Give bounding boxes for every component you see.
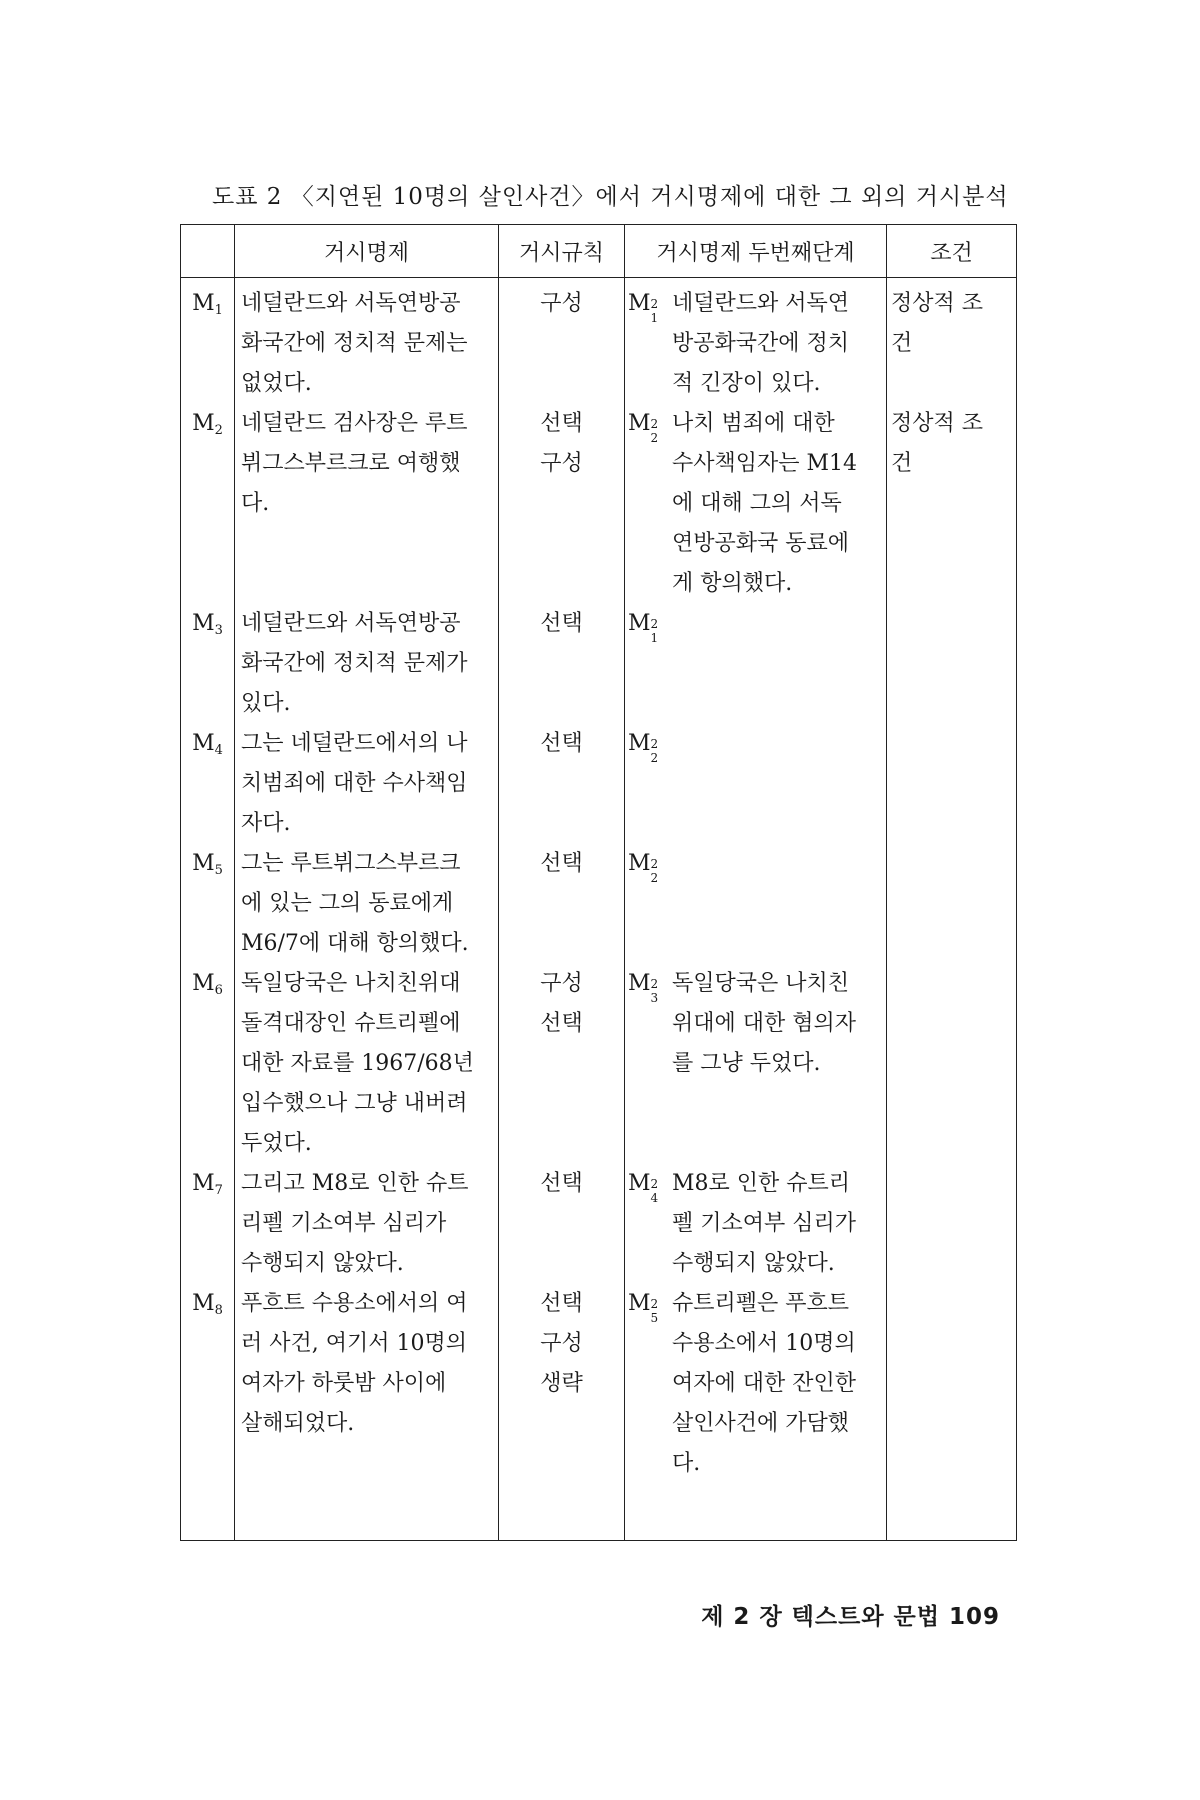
macro-analysis-table [180, 224, 1017, 1541]
second-stage-label [625, 1164, 672, 1284]
table-caption: 도표 2 〈지연된 10명의 살인사건〉에서 거시명제에 대한 그 외의 거시분석 [212, 184, 1009, 210]
condition-cell [887, 844, 1017, 964]
second-stage-line: 적 긴장이 있다. [672, 371, 821, 396]
second-stage-wrap [625, 844, 886, 884]
table-row [181, 844, 1017, 964]
row-label [181, 1164, 235, 1284]
table-row [181, 964, 1017, 1164]
header-proposition: 거시명제 [235, 225, 499, 278]
second-stage-cell [625, 724, 887, 844]
second-stage-line: 수사책임자는 M14 [672, 451, 858, 476]
second-stage-wrap [625, 404, 886, 604]
row-label-sub: 4 [214, 743, 223, 758]
proposition-cell [235, 278, 499, 405]
second-stage-line: M8로 인한 슈트리 [672, 1171, 851, 1196]
second-stage-line: 연방공화국 동료에 [672, 531, 850, 556]
second-stage-base: M [628, 411, 651, 436]
proposition-line: 에 있는 그의 동료에게 [241, 891, 454, 916]
proposition-line: 두었다. [241, 1131, 312, 1156]
row-label-base: M [192, 851, 215, 876]
row-label-base: M [192, 1171, 215, 1196]
second-stage-label [625, 724, 672, 764]
filler-cell [235, 1484, 499, 1541]
row-label [181, 844, 235, 964]
second-stage-line: 에 대해 그의 서독 [672, 491, 842, 516]
second-stage-line: 여자에 대한 잔인한 [672, 1371, 857, 1396]
rule-line: 구성 [540, 451, 583, 476]
second-stage-label [625, 1284, 672, 1484]
page-footer: 제 2 장 텍스트와 문법 109 [701, 1604, 1000, 1630]
second-stage-sub: 1 [650, 311, 659, 325]
condition-cell [887, 1284, 1017, 1484]
proposition-line: 수행되지 않았다. [241, 1251, 404, 1276]
second-stage-text [672, 284, 886, 404]
second-stage-line: 게 항의했다. [672, 571, 793, 596]
second-stage-sup: 2 [650, 417, 659, 431]
condition-cell [887, 404, 1017, 604]
proposition-line: 그는 루트뷔그스부르크 [241, 851, 461, 876]
second-stage-sup: 2 [650, 617, 659, 631]
second-stage-line: 수행되지 않았다. [672, 1251, 835, 1276]
row-label-base: M [192, 291, 215, 316]
second-stage-cell [625, 964, 887, 1164]
second-stage-wrap [625, 964, 886, 1084]
second-stage-text [672, 604, 886, 644]
proposition-cell [235, 844, 499, 964]
rule-cell [499, 724, 625, 844]
proposition-line: 리펠 기소여부 심리가 [241, 1211, 447, 1236]
row-label-sub: 6 [214, 983, 223, 998]
row-label [181, 724, 235, 844]
rule-cell [499, 1284, 625, 1484]
proposition-line: 살해되었다. [241, 1411, 355, 1436]
proposition-line: 독일당국은 나치친위대 [241, 971, 461, 996]
table-row [181, 278, 1017, 405]
header-label [181, 225, 235, 278]
table-body [181, 278, 1017, 1541]
second-stage-cell [625, 404, 887, 604]
second-stage-sup: 2 [650, 977, 659, 991]
second-stage-sub: 2 [650, 751, 659, 765]
proposition-line: 그는 네덜란드에서의 나 [241, 731, 468, 756]
second-stage-cell [625, 1164, 887, 1284]
proposition-line: 치범죄에 대한 수사책임 [241, 771, 468, 796]
second-stage-label [625, 844, 672, 884]
second-stage-base: M [628, 731, 651, 756]
row-label-base: M [192, 1291, 215, 1316]
rule-line: 선택 [540, 731, 583, 756]
second-stage-line: 펠 기소여부 심리가 [672, 1211, 857, 1236]
proposition-line: 자다. [241, 811, 291, 836]
proposition-line: 러 사건, 여기서 10명의 [241, 1331, 467, 1356]
rule-line: 구성 [540, 1331, 583, 1356]
proposition-line: 없었다. [241, 371, 312, 396]
row-label-sub: 2 [214, 423, 223, 438]
second-stage-sup: 2 [650, 297, 659, 311]
second-stage-base: M [628, 1291, 651, 1316]
condition-cell [887, 964, 1017, 1164]
proposition-line: 화국간에 정치적 문제는 [241, 331, 468, 356]
rule-cell [499, 964, 625, 1164]
second-stage-sub: 2 [650, 431, 659, 445]
row-label-sub: 8 [214, 1303, 223, 1318]
proposition-line: 다. [241, 491, 270, 516]
proposition-cell [235, 1164, 499, 1284]
table-header-row [181, 225, 1017, 278]
proposition-cell [235, 1284, 499, 1484]
proposition-line: 화국간에 정치적 문제가 [241, 651, 468, 676]
second-stage-base: M [628, 1171, 651, 1196]
row-label-sub: 1 [214, 303, 223, 318]
second-stage-line: 수용소에서 10명의 [672, 1331, 856, 1356]
rule-line: 선택 [540, 611, 583, 636]
second-stage-wrap [625, 1284, 886, 1484]
row-label-base: M [192, 971, 215, 996]
second-stage-sup: 2 [650, 1297, 659, 1311]
proposition-line: 푸흐트 수용소에서의 여 [241, 1291, 468, 1316]
second-stage-line: 나치 범죄에 대한 [672, 411, 835, 436]
rule-cell [499, 844, 625, 964]
second-stage-line: 를 그냥 두었다. [672, 1051, 821, 1076]
table-row [181, 1164, 1017, 1284]
rule-line: 선택 [540, 1171, 583, 1196]
second-stage-label [625, 404, 672, 604]
proposition-line: 여자가 하룻밤 사이에 [241, 1371, 447, 1396]
row-label-sub: 5 [214, 863, 223, 878]
row-label-sub: 7 [214, 1183, 223, 1198]
condition-cell [887, 1164, 1017, 1284]
second-stage-sub: 4 [650, 1191, 659, 1205]
second-stage-line: 방공화국간에 정치 [672, 331, 850, 356]
second-stage-line: 위대에 대한 혐의자 [672, 1011, 857, 1036]
condition-line: 건 [891, 451, 913, 476]
second-stage-base: M [628, 611, 651, 636]
proposition-line: 그리고 M8로 인한 슈트 [241, 1171, 469, 1196]
rule-cell [499, 1164, 625, 1284]
rule-line: 구성 [540, 971, 583, 996]
proposition-line: 뷔그스부르크로 여행했 [241, 451, 461, 476]
second-stage-text [672, 404, 886, 604]
proposition-line: M6/7에 대해 항의했다. [241, 931, 469, 956]
second-stage-sub: 2 [650, 871, 659, 885]
row-label-base: M [192, 731, 215, 756]
second-stage-line: 독일당국은 나치친 [672, 971, 850, 996]
rule-line: 선택 [540, 1011, 583, 1036]
proposition-line: 입수했으나 그냥 내버려 [241, 1091, 468, 1116]
table-row [181, 1284, 1017, 1484]
second-stage-cell [625, 278, 887, 405]
row-label [181, 604, 235, 724]
second-stage-label [625, 284, 672, 404]
rule-cell [499, 604, 625, 724]
second-stage-sup: 2 [650, 857, 659, 871]
proposition-cell [235, 964, 499, 1164]
condition-line: 건 [891, 331, 913, 356]
second-stage-line: 네덜란드와 서독연 [672, 291, 850, 316]
row-label [181, 964, 235, 1164]
second-stage-base: M [628, 291, 651, 316]
proposition-cell [235, 604, 499, 724]
second-stage-wrap [625, 1164, 886, 1284]
rule-line: 생략 [540, 1371, 583, 1396]
proposition-line: 네덜란드와 서독연방공 [241, 291, 461, 316]
second-stage-cell [625, 604, 887, 724]
row-label [181, 404, 235, 604]
second-stage-line: 살인사건에 가담했 [672, 1411, 850, 1436]
proposition-line: 있다. [241, 691, 291, 716]
proposition-cell [235, 404, 499, 604]
rule-line: 선택 [540, 851, 583, 876]
second-stage-text [672, 844, 886, 884]
row-label [181, 278, 235, 405]
filler-cell [887, 1484, 1017, 1541]
second-stage-wrap [625, 724, 886, 764]
condition-cell [887, 724, 1017, 844]
proposition-line: 네덜란드와 서독연방공 [241, 611, 461, 636]
second-stage-text [672, 1284, 886, 1484]
second-stage-text [672, 724, 886, 764]
table-row [181, 724, 1017, 844]
rule-cell [499, 278, 625, 405]
second-stage-base: M [628, 851, 651, 876]
condition-cell [887, 604, 1017, 724]
second-stage-base: M [628, 971, 651, 996]
second-stage-wrap [625, 284, 886, 404]
condition-cell [887, 278, 1017, 405]
filler-cell [499, 1484, 625, 1541]
proposition-cell [235, 724, 499, 844]
second-stage-sup: 2 [650, 1177, 659, 1191]
second-stage-label [625, 964, 672, 1084]
filler-cell [181, 1484, 235, 1541]
second-stage-sup: 2 [650, 737, 659, 751]
second-stage-text [672, 1164, 886, 1284]
rule-cell [499, 404, 625, 604]
second-stage-line: 다. [672, 1451, 701, 1476]
header-second-stage: 거시명제 두번째단계 [625, 225, 887, 278]
second-stage-cell [625, 1284, 887, 1484]
table-row [181, 604, 1017, 724]
filler-cell [625, 1484, 887, 1541]
rule-line: 구성 [540, 291, 583, 316]
rule-line: 선택 [540, 411, 583, 436]
second-stage-text [672, 964, 886, 1084]
row-label-sub: 3 [214, 623, 223, 638]
row-label [181, 1284, 235, 1484]
second-stage-wrap [625, 604, 886, 644]
rule-line: 선택 [540, 1291, 583, 1316]
table-row [181, 404, 1017, 604]
second-stage-sub: 5 [650, 1311, 659, 1325]
header-condition: 조건 [887, 225, 1017, 278]
header-rule: 거시규칙 [499, 225, 625, 278]
condition-line: 정상적 조 [891, 411, 984, 436]
second-stage-cell [625, 844, 887, 964]
proposition-line: 대한 자료를 1967/68년 [241, 1051, 474, 1076]
table-filler-row [181, 1484, 1017, 1541]
condition-line: 정상적 조 [891, 291, 984, 316]
proposition-line: 돌격대장인 슈트리펠에 [241, 1011, 461, 1036]
second-stage-label [625, 604, 672, 644]
second-stage-sub: 1 [650, 631, 659, 645]
second-stage-line: 슈트리펠은 푸흐트 [672, 1291, 850, 1316]
proposition-line: 네덜란드 검사장은 루트 [241, 411, 468, 436]
second-stage-sub: 3 [650, 991, 659, 1005]
row-label-base: M [192, 611, 215, 636]
row-label-base: M [192, 411, 215, 436]
